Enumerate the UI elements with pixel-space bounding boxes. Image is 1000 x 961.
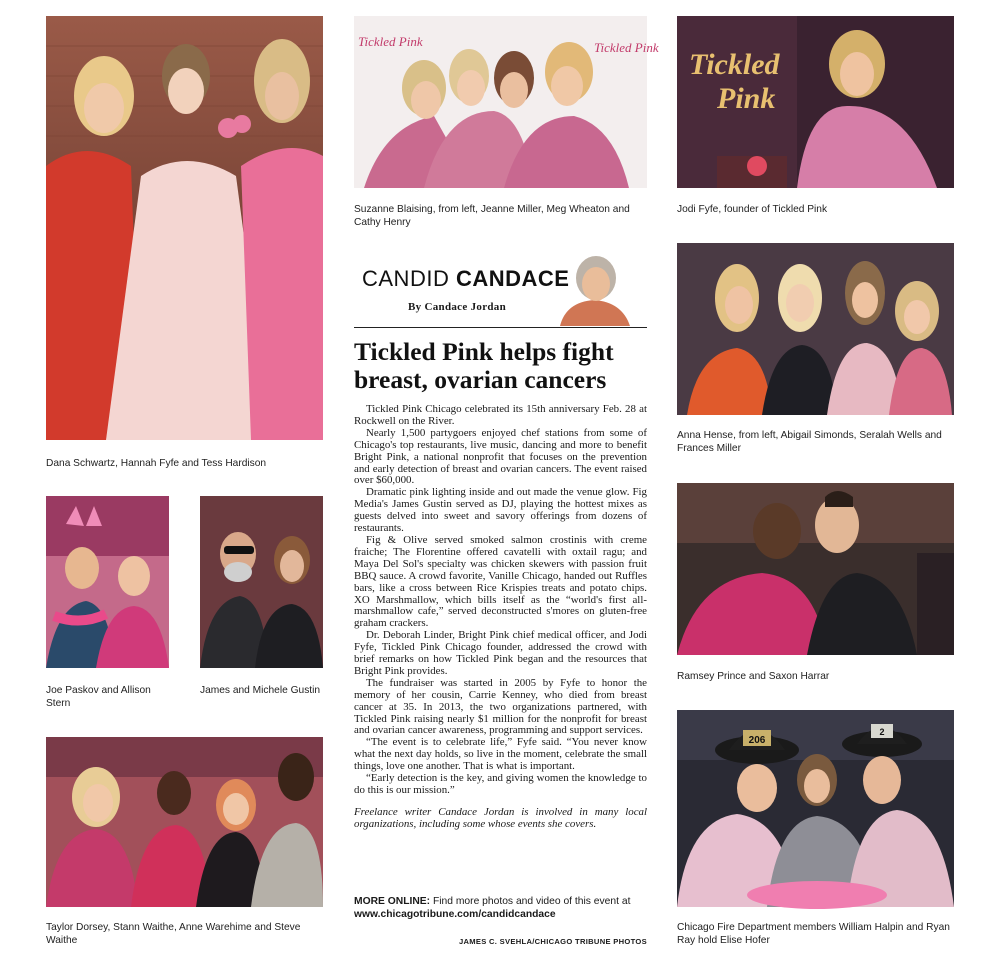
story-paragraph: The fundraiser was started in 2005 by Fyfe to honor the memory of her cousin, Carrie Kenney, who died from breast cancer at 35. In 2013, the two organizations partnered, with Tickled Pink raising nearly $1 million for the nonprofit for breast and ovarian cancer awareness, programming and support services. (354, 676, 647, 737)
story-paragraph: “The event is to celebrate life,” Fyfe said. “You never know what the next day holds, so live in the moment, celebrate the small things, love one another. That is what is important. (354, 736, 647, 773)
photo-fire-department (677, 710, 954, 907)
photo-taylor-group (46, 737, 323, 907)
column-header (354, 248, 647, 328)
svg-text:Pink: Pink (717, 82, 776, 115)
caption-joe: Joe Paskov and Allison Stern (46, 685, 151, 709)
story-paragraph: Dramatic pink lighting inside and out made the venue glow. Fig Media's James Gustin served as DJ, playing the hottest mixes as guests delved into sweet and savory offerings from dozens of restaurants. (354, 486, 647, 535)
svg-text:Tickled: Tickled (689, 48, 780, 81)
photo-jodi-fyfe (677, 16, 954, 188)
caption-fire: Chicago Fire Department members William Halpin and Ryan Ray hold Elise Hofer (677, 922, 950, 946)
photo-dana-hannah-tess (46, 16, 323, 440)
caption-ramsey: Ramsey Prince and Saxon Harrar (677, 671, 830, 682)
photo-james-michele (200, 496, 323, 668)
photo-anna-group (677, 243, 954, 415)
backdrop-logo-left: Tickled Pink (358, 34, 423, 49)
headline: Tickled Pink helps fight breast, ovarian cancers (354, 337, 614, 394)
photo-joe-allison (46, 496, 169, 668)
caption-james: James and Michele Gustin (200, 685, 321, 696)
columnist-portrait (552, 254, 636, 326)
caption-dana: Dana Schwartz, Hannah Fyfe and Tess Hardison (46, 458, 267, 469)
story-paragraph: Dr. Deborah Linder, Bright Pink chief medical officer, and Jodi Fyfe, Tickled Pink Chicago founder, addressed the crowd with brief remarks on how Tickled Pink began and the resources that Bright Pink provides. (354, 629, 647, 677)
photo-credit: JAMES C. SVEHLA/CHICAGO TRIBUNE PHOTOS (458, 937, 647, 946)
backdrop-logo-right: Tickled Pink (594, 40, 659, 55)
column-byline: By Candace Jordan (408, 301, 507, 313)
caption-anna: Anna Hense, from left, Abigail Simonds, Seralah Wells and Frances Miller (677, 430, 942, 454)
caption-suzanne: Suzanne Blaising, from left, Jeanne Miller, Meg Wheaton and Cathy Henry (354, 204, 630, 228)
story-paragraph: “Early detection is the key, and giving women the knowledge to do this is our mission.” (354, 772, 647, 796)
more-online: MORE ONLINE: Find more photos and video of this event at www.chicagotribune.com/candidcandace (354, 896, 631, 920)
helmet-number-left: 206 (748, 735, 766, 746)
story-paragraph: Fig & Olive served smoked salmon crostinis with creme fraiche; The Florentine offered cavatelli with oxtail ragu; and Maya Del Sol's specialty was chicken skewers with passion fruit BBQ sauce. A crowd favorite, Vanille Chicago, handed out Ruffles bars, like a cross between Rice Krispies treats and potato chips. XO Marshmallow, which bills itself as the “world's first all-marshmallow cafe,” served deconstructed s'mores on gluten-free graham crackers. (354, 533, 647, 630)
freelance-note: Freelance writer Candace Jordan is involved in many local organizations, including some whose events she covers. (354, 805, 647, 830)
more-online-link[interactable]: www.chicagotribune.com/candidcandace (354, 909, 556, 920)
helmet-number-right: 2 (879, 727, 885, 737)
story-paragraph: Nearly 1,500 partygoers enjoyed chef stations from some of Chicago's top restaurants, live music, dancing and more to benefit Bright Pink, a national nonprofit that focuses on the prevention and early detection of breast and ovarian cancers. The event raised over $60,000. (354, 426, 647, 487)
story-paragraph: Tickled Pink Chicago celebrated its 15th anniversary Feb. 28 at Rockwell on the River. (354, 403, 647, 427)
caption-jodi: Jodi Fyfe, founder of Tickled Pink (677, 204, 828, 215)
caption-taylor: Taylor Dorsey, Stann Waithe, Anne Warehime and Steve Waithe (46, 922, 301, 946)
column-name: CANDID CANDACE (362, 266, 570, 291)
photo-ramsey-saxon (677, 483, 954, 655)
story-body (354, 404, 647, 831)
photo-suzanne-group (354, 16, 659, 188)
